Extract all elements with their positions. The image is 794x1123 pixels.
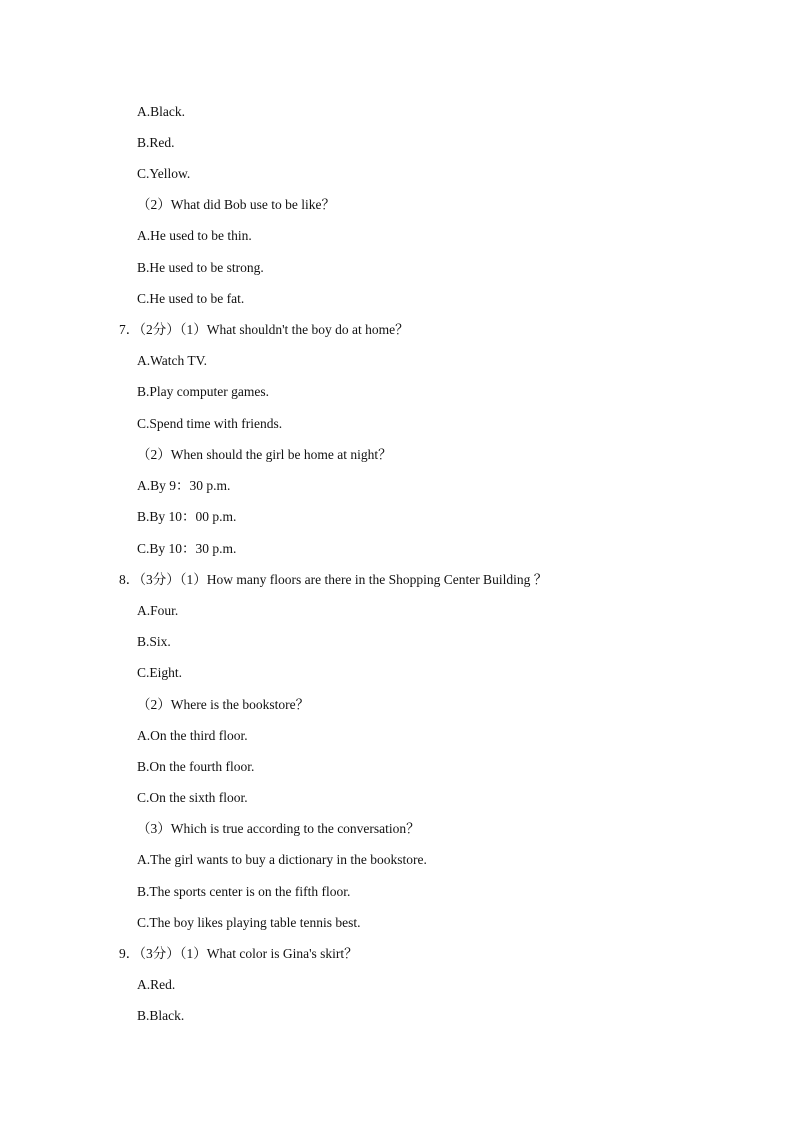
option-a-dictionary: A.The girl wants to buy a dictionary in the bookstore. bbox=[137, 852, 427, 867]
option-b-fourth-floor: B.On the fourth floor. bbox=[137, 759, 255, 774]
sub-question-6-2: （2）What did Bob use to be like？ bbox=[137, 197, 335, 212]
option-c-eight: C.Eight. bbox=[137, 665, 183, 680]
option-c-spend-time: C.Spend time with friends. bbox=[137, 416, 283, 431]
option-c-sixth-floor: C.On the sixth floor. bbox=[137, 790, 248, 805]
option-a-black: A.Black. bbox=[137, 104, 185, 119]
option-c-yellow: C.Yellow. bbox=[137, 166, 191, 181]
question-9: 9．（3分）（1）What color is Gina's skirt？ bbox=[119, 946, 358, 961]
option-b-six: B.Six. bbox=[137, 634, 171, 649]
option-a-four: A.Four. bbox=[137, 603, 179, 618]
option-a-watch-tv: A.Watch TV. bbox=[137, 353, 208, 368]
option-c-table-tennis: C.The boy likes playing table tennis best. bbox=[137, 915, 361, 930]
option-b-strong: B.He used to be strong. bbox=[137, 260, 264, 275]
sub-question-7-2: （2）When should the girl be home at night？ bbox=[137, 447, 392, 462]
option-c-1030: C.By 10：30 p.m. bbox=[137, 541, 237, 556]
question-8: 8．（3分）（1）How many floors are there in the Shopping Center Building ？ bbox=[119, 572, 548, 587]
option-c-fat: C.He used to be fat. bbox=[137, 291, 245, 306]
option-b-computer-games: B.Play computer games. bbox=[137, 384, 269, 399]
option-b-1000: B.By 10：00 p.m. bbox=[137, 509, 237, 524]
option-b-red: B.Red. bbox=[137, 135, 175, 150]
option-a-thin: A.He used to be thin. bbox=[137, 228, 252, 243]
sub-question-8-2: （2）Where is the bookstore？ bbox=[137, 697, 310, 712]
option-a-third-floor: A.On the third floor. bbox=[137, 728, 248, 743]
option-b-sports-center: B.The sports center is on the fifth floor. bbox=[137, 884, 351, 899]
sub-question-8-3: （3）Which is true according to the conversation？ bbox=[137, 821, 420, 836]
option-a-red: A.Red. bbox=[137, 977, 176, 992]
option-b-black: B.Black. bbox=[137, 1008, 185, 1023]
option-a-930: A.By 9：30 p.m. bbox=[137, 478, 231, 493]
question-7: 7．（2分）（1）What shouldn't the boy do at home？ bbox=[119, 322, 409, 337]
